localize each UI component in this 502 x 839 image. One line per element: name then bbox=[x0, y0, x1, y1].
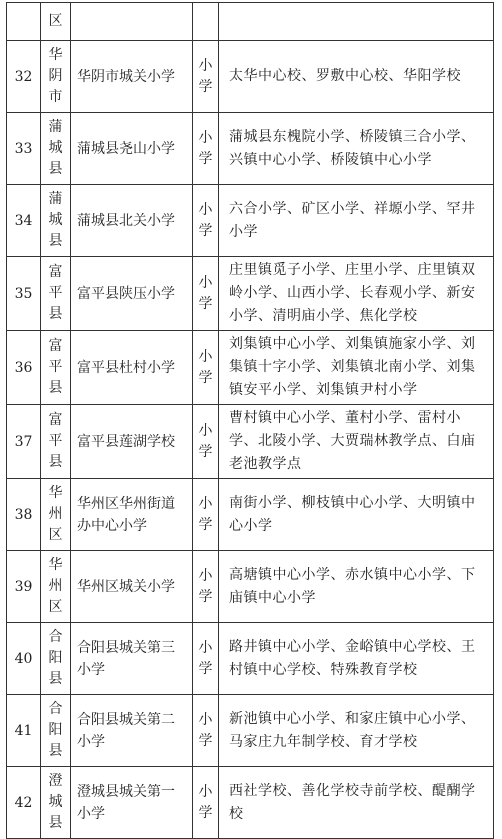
district-char: 县 bbox=[48, 380, 63, 396]
district-cell bbox=[41, 331, 71, 405]
table-row bbox=[7, 331, 494, 405]
district-char: 县 bbox=[48, 671, 63, 687]
level-char: 小 bbox=[198, 274, 213, 291]
district-cell: 区 bbox=[41, 3, 71, 41]
district-char: 蒲 bbox=[48, 119, 63, 135]
level-cell bbox=[193, 767, 219, 839]
table-row bbox=[7, 113, 494, 185]
level-char: 小 bbox=[198, 129, 213, 146]
partners-cell bbox=[219, 3, 494, 41]
school-cell: 蒲城县北关小学 bbox=[71, 185, 193, 257]
district-char: 富 bbox=[48, 338, 63, 354]
district-char: 县 bbox=[48, 743, 63, 759]
district-cell bbox=[41, 113, 71, 185]
district-char: 区 bbox=[48, 527, 63, 543]
district-char: 平 bbox=[48, 359, 63, 375]
district-char: 州 bbox=[48, 506, 63, 522]
district-cell bbox=[41, 405, 71, 479]
level-char: 学 bbox=[198, 732, 213, 749]
number-cell: 36 bbox=[7, 331, 41, 405]
level-cell bbox=[193, 405, 219, 479]
number-cell: 41 bbox=[7, 695, 41, 767]
number-cell: 33 bbox=[7, 113, 41, 185]
table-row bbox=[7, 551, 494, 623]
level-char: 小 bbox=[198, 201, 213, 218]
level-char: 小 bbox=[198, 711, 213, 728]
school-cell: 华阴市城关小学 bbox=[71, 41, 193, 113]
district-char: 富 bbox=[48, 412, 63, 428]
level-cell bbox=[193, 331, 219, 405]
level-char: 小 bbox=[198, 57, 213, 74]
district-char: 阴 bbox=[48, 68, 63, 84]
table-row-fragment bbox=[7, 3, 494, 41]
district-char: 澄 bbox=[48, 773, 63, 789]
district-char: 蒲 bbox=[48, 191, 63, 207]
partners-cell: 蒲城县东槐院小学、桥陵镇三合小学、兴镇中心小学、桥陵镇中心小学 bbox=[219, 113, 494, 185]
number-cell: 32 bbox=[7, 41, 41, 113]
district-char: 合 bbox=[48, 629, 63, 645]
school-cell: 合阳县城关第二小学 bbox=[71, 695, 193, 767]
district-char: 州 bbox=[48, 578, 63, 594]
table-row bbox=[7, 695, 494, 767]
school-cell: 富平县陕压小学 bbox=[71, 257, 193, 331]
district-char: 市 bbox=[48, 89, 63, 105]
school-cell: 富平县杜村小学 bbox=[71, 331, 193, 405]
district-cell bbox=[41, 551, 71, 623]
level-cell bbox=[193, 113, 219, 185]
district-char: 华 bbox=[48, 47, 63, 63]
number-cell: 37 bbox=[7, 405, 41, 479]
district-char: 阳 bbox=[48, 722, 63, 738]
partners-cell: 刘集镇中心小学、刘集镇施家小学、刘集镇十字小学、刘集镇北南小学、刘集镇安平小学、刘集镇尹村小学 bbox=[219, 331, 494, 405]
level-char: 小 bbox=[198, 422, 213, 439]
district-char: 县 bbox=[48, 306, 63, 322]
table-row bbox=[7, 623, 494, 695]
district-char: 城 bbox=[48, 212, 63, 228]
school-cell: 华州区城关小学 bbox=[71, 551, 193, 623]
district-cell bbox=[41, 623, 71, 695]
number-cell bbox=[7, 3, 41, 41]
district-char: 县 bbox=[48, 161, 63, 177]
district-cell bbox=[41, 767, 71, 839]
district-char: 县 bbox=[48, 233, 63, 249]
school-cell: 合阳县城关第三小学 bbox=[71, 623, 193, 695]
level-char: 小 bbox=[198, 495, 213, 512]
level-char: 学 bbox=[198, 588, 213, 605]
level-char: 学 bbox=[198, 804, 213, 821]
level-cell bbox=[193, 479, 219, 551]
level-cell bbox=[193, 3, 219, 41]
level-char: 小 bbox=[198, 783, 213, 800]
district-char: 平 bbox=[48, 433, 63, 449]
school-cell bbox=[71, 3, 193, 41]
level-cell bbox=[193, 695, 219, 767]
level-cell bbox=[193, 257, 219, 331]
district-cell bbox=[41, 479, 71, 551]
level-char: 小 bbox=[198, 348, 213, 365]
level-char: 学 bbox=[198, 78, 213, 95]
district-char: 合 bbox=[48, 701, 63, 717]
level-char: 小 bbox=[198, 639, 213, 656]
level-cell bbox=[193, 41, 219, 113]
level-char: 小 bbox=[198, 567, 213, 584]
district-cell bbox=[41, 41, 71, 113]
level-char: 学 bbox=[198, 443, 213, 460]
level-cell bbox=[193, 185, 219, 257]
table-row bbox=[7, 185, 494, 257]
number-cell: 38 bbox=[7, 479, 41, 551]
partners-cell: 六合小学、矿区小学、祥塬小学、罕井小学 bbox=[219, 185, 494, 257]
table-row bbox=[7, 479, 494, 551]
district-char: 区 bbox=[48, 599, 63, 615]
level-char: 学 bbox=[198, 516, 213, 533]
school-cell: 富平县莲湖学校 bbox=[71, 405, 193, 479]
partners-cell: 太华中心校、罗敷中心校、华阳学校 bbox=[219, 41, 494, 113]
district-char: 富 bbox=[48, 264, 63, 280]
table-row bbox=[7, 767, 494, 839]
partners-cell: 路井镇中心小学、金峪镇中心学校、王村镇中心学校、特殊教育学校 bbox=[219, 623, 494, 695]
level-cell bbox=[193, 623, 219, 695]
number-cell: 39 bbox=[7, 551, 41, 623]
level-char: 学 bbox=[198, 369, 213, 386]
table-row bbox=[7, 405, 494, 479]
number-cell: 42 bbox=[7, 767, 41, 839]
district-cell bbox=[41, 695, 71, 767]
partners-cell: 新池镇中心小学、和家庄镇中心小学、马家庄九年制学校、育才学校 bbox=[219, 695, 494, 767]
district-char: 平 bbox=[48, 285, 63, 301]
district-char: 县 bbox=[48, 454, 63, 470]
level-cell bbox=[193, 551, 219, 623]
level-char: 学 bbox=[198, 150, 213, 167]
district-cell bbox=[41, 185, 71, 257]
number-cell: 35 bbox=[7, 257, 41, 331]
partners-cell: 西社学校、善化学校寺前学校、醍醐学校 bbox=[219, 767, 494, 839]
table-row bbox=[7, 41, 494, 113]
partners-cell: 庄里镇觅子小学、庄里小学、庄里镇双岭小学、山西小学、长春观小学、新安小学、清明庙小学、焦化学校 bbox=[219, 257, 494, 331]
number-cell: 34 bbox=[7, 185, 41, 257]
table-row bbox=[7, 257, 494, 331]
number-cell: 40 bbox=[7, 623, 41, 695]
district-char: 阳 bbox=[48, 650, 63, 666]
district-char: 县 bbox=[48, 815, 63, 831]
school-cell: 华州区华州街道办中心小学 bbox=[71, 479, 193, 551]
district-char: 华 bbox=[48, 485, 63, 501]
partners-cell: 高塘镇中心小学、赤水镇中心小学、下庙镇中心小学 bbox=[219, 551, 494, 623]
school-pairing-table bbox=[6, 2, 494, 839]
district-char: 城 bbox=[48, 140, 63, 156]
level-char: 学 bbox=[198, 295, 213, 312]
level-char: 学 bbox=[198, 660, 213, 677]
level-char: 学 bbox=[198, 222, 213, 239]
school-cell: 澄城县城关第一小学 bbox=[71, 767, 193, 839]
district-cell bbox=[41, 257, 71, 331]
school-cell: 蒲城县尧山小学 bbox=[71, 113, 193, 185]
district-char: 城 bbox=[48, 794, 63, 810]
partners-cell: 曹村镇中心小学、董村小学、雷村小学、北陵小学、大贾瑞林教学点、白庙老池教学点 bbox=[219, 405, 494, 479]
partners-cell: 南街小学、柳枝镇中心小学、大明镇中心小学 bbox=[219, 479, 494, 551]
district-char: 华 bbox=[48, 557, 63, 573]
